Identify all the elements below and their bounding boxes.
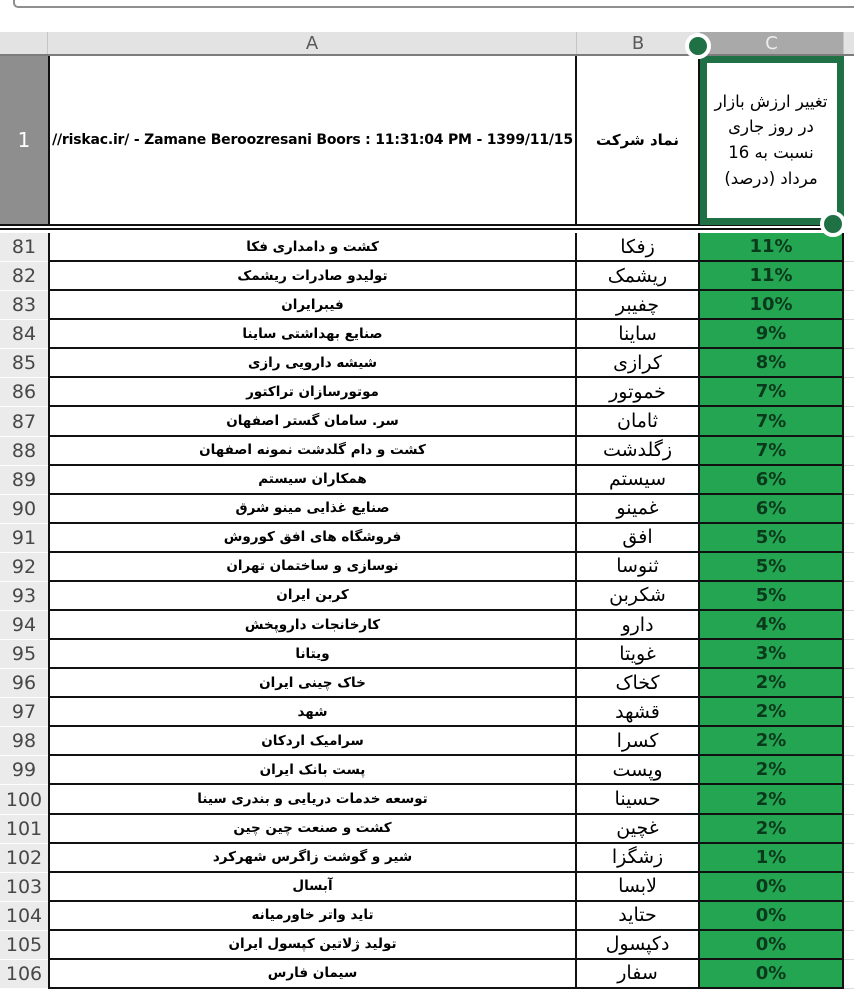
table-row <box>0 815 854 844</box>
change-percent-cell[interactable]: 0% <box>700 873 844 902</box>
change-percent-cell[interactable]: 3% <box>700 640 844 669</box>
change-percent-cell[interactable]: 2% <box>700 815 844 844</box>
change-percent-cell[interactable]: 0% <box>700 960 844 989</box>
row-number[interactable]: 85 <box>0 349 48 378</box>
change-percent-cell[interactable]: 2% <box>700 756 844 785</box>
row-number[interactable]: 88 <box>0 437 48 466</box>
company-name-cell[interactable]: ویتانا <box>48 640 577 669</box>
next-column-sliver <box>844 407 854 436</box>
company-name-cell[interactable]: تولید ژلاتین کپسول ایران <box>48 931 577 960</box>
company-name-cell[interactable]: خاک چینی ایران <box>48 669 577 698</box>
symbol-cell[interactable]: کرازی <box>577 349 700 378</box>
change-percent-cell[interactable]: 11% <box>700 233 844 262</box>
table-row <box>0 495 854 524</box>
next-column-sliver <box>844 785 854 814</box>
row-number[interactable]: 98 <box>0 727 48 756</box>
column-header-c-selected[interactable]: C <box>700 32 844 54</box>
table-row <box>0 524 854 553</box>
company-name-cell[interactable]: شهد <box>48 698 577 727</box>
next-column-sliver <box>844 815 854 844</box>
next-column-sliver <box>844 844 854 873</box>
next-column-sliver <box>844 669 854 698</box>
company-name-cell[interactable]: پست بانک ایران <box>48 756 577 785</box>
column-header-row <box>0 32 854 56</box>
table-row <box>0 873 854 902</box>
row-number[interactable]: 100 <box>0 785 48 814</box>
table-row <box>0 320 854 349</box>
row-number[interactable]: 93 <box>0 582 48 611</box>
table-row <box>0 378 854 407</box>
symbol-column-title-cell[interactable]: نماد شرکت <box>577 56 700 224</box>
table-row <box>0 349 854 378</box>
source-info-cell[interactable]: //riskac.ir/ - Zamane Beroozresani Boors : 11:31:04 PM - 1399/11/15 <box>48 56 577 224</box>
next-column-sliver <box>844 902 854 931</box>
table-row <box>0 233 854 262</box>
select-all-corner[interactable] <box>0 32 48 54</box>
next-column-sliver <box>844 291 854 320</box>
company-name-cell[interactable]: کشت و صنعت چین چین <box>48 815 577 844</box>
symbol-cell[interactable]: سیستم <box>577 466 700 495</box>
change-percent-cell[interactable]: 0% <box>700 931 844 960</box>
table-row <box>0 262 854 291</box>
row-number[interactable]: 106 <box>0 960 48 989</box>
table-row <box>0 466 854 495</box>
column-header-a[interactable]: A <box>48 32 577 54</box>
change-percent-cell[interactable]: 8% <box>700 349 844 378</box>
row-number[interactable]: 92 <box>0 553 48 582</box>
formula-bar[interactable] <box>13 0 854 8</box>
row-number[interactable]: 101 <box>0 815 48 844</box>
next-column-sliver <box>844 931 854 960</box>
row-number[interactable]: 99 <box>0 756 48 785</box>
table-row <box>0 640 854 669</box>
row-number[interactable]: 96 <box>0 669 48 698</box>
cell-selection-border[interactable] <box>700 56 844 225</box>
symbol-cell[interactable]: ریشمک <box>577 262 700 291</box>
row-number[interactable]: 105 <box>0 931 48 960</box>
next-column-sliver <box>844 698 854 727</box>
row-number[interactable]: 97 <box>0 698 48 727</box>
change-percent-cell[interactable]: 7% <box>700 407 844 436</box>
symbol-cell[interactable]: وپست <box>577 756 700 785</box>
company-name-cell[interactable]: موتورسازان تراکتور <box>48 378 577 407</box>
change-percent-cell[interactable]: 7% <box>700 437 844 466</box>
table-row <box>0 902 854 931</box>
change-percent-cell[interactable]: 2% <box>700 669 844 698</box>
row-number[interactable]: 82 <box>0 262 48 291</box>
symbol-cell[interactable]: قشهد <box>577 698 700 727</box>
symbol-cell[interactable]: غمینو <box>577 495 700 524</box>
data-rows <box>0 233 854 989</box>
table-row <box>0 785 854 814</box>
next-column-sliver <box>844 611 854 640</box>
change-percent-cell[interactable]: 5% <box>700 553 844 582</box>
company-name-cell[interactable]: سر. سامان گستر اصفهان <box>48 407 577 436</box>
table-row <box>0 611 854 640</box>
symbol-cell[interactable]: سفار <box>577 960 700 989</box>
next-column-sliver <box>844 960 854 989</box>
company-name-cell[interactable]: توسعه خدمات دریایی و بندری سینا <box>48 785 577 814</box>
hidden-rows-double-line <box>0 224 844 233</box>
next-column-sliver <box>844 524 854 553</box>
table-row <box>0 844 854 873</box>
table-row <box>0 698 854 727</box>
table-row <box>0 291 854 320</box>
symbol-cell[interactable]: زشگزا <box>577 844 700 873</box>
next-column-sliver <box>844 873 854 902</box>
row-number[interactable]: 81 <box>0 233 48 262</box>
row-number[interactable]: 94 <box>0 611 48 640</box>
symbol-cell[interactable]: غچین <box>577 815 700 844</box>
change-percent-cell[interactable]: 0% <box>700 902 844 931</box>
table-row <box>0 407 854 436</box>
next-column-sliver <box>844 233 854 262</box>
row-number[interactable]: 86 <box>0 378 48 407</box>
row-number[interactable]: 104 <box>0 902 48 931</box>
symbol-cell[interactable]: ساینا <box>577 320 700 349</box>
symbol-cell[interactable]: دارو <box>577 611 700 640</box>
symbol-cell[interactable]: لابسا <box>577 873 700 902</box>
column-header-b[interactable]: B <box>577 32 700 54</box>
next-column-sliver <box>844 56 854 224</box>
next-column-sliver <box>844 437 854 466</box>
table-row <box>0 756 854 785</box>
change-percent-cell[interactable]: 11% <box>700 262 844 291</box>
table-row <box>0 727 854 756</box>
change-percent-cell[interactable]: 7% <box>700 378 844 407</box>
table-row <box>0 437 854 466</box>
change-percent-cell[interactable]: 2% <box>700 785 844 814</box>
company-name-cell[interactable]: تولیدو صادرات ریشمک <box>48 262 577 291</box>
next-column-sliver <box>844 495 854 524</box>
company-name-cell[interactable]: صنایع بهداشتی ساینا <box>48 320 577 349</box>
row-number[interactable]: 89 <box>0 466 48 495</box>
symbol-cell[interactable]: ثامان <box>577 407 700 436</box>
change-percent-cell[interactable]: 6% <box>700 495 844 524</box>
row-number[interactable]: 87 <box>0 407 48 436</box>
change-percent-cell[interactable]: 10% <box>700 291 844 320</box>
next-column-sliver <box>844 262 854 291</box>
table-row <box>0 669 854 698</box>
symbol-cell[interactable]: حتاید <box>577 902 700 931</box>
row-header-1-selected[interactable]: 1 <box>0 56 48 224</box>
change-percent-cell[interactable]: 5% <box>700 524 844 553</box>
company-name-cell[interactable]: آبسال <box>48 873 577 902</box>
change-percent-cell[interactable]: 5% <box>700 582 844 611</box>
company-name-cell[interactable]: فیبرایران <box>48 291 577 320</box>
table-row <box>0 960 854 989</box>
next-column-sliver <box>844 582 854 611</box>
company-name-cell[interactable]: کشت و دام گلدشت نمونه اصفهان <box>48 437 577 466</box>
symbol-cell[interactable]: دکپسول <box>577 931 700 960</box>
row-number[interactable]: 95 <box>0 640 48 669</box>
next-column-sliver <box>844 727 854 756</box>
hidden-rows-divider <box>0 224 854 233</box>
change-percent-cell[interactable]: 2% <box>700 727 844 756</box>
selection-handle-bottom-right[interactable] <box>820 211 846 237</box>
symbol-cell[interactable]: کسرا <box>577 727 700 756</box>
row-number[interactable]: 83 <box>0 291 48 320</box>
symbol-cell[interactable]: زگلدشت <box>577 437 700 466</box>
next-column-sliver <box>844 378 854 407</box>
company-name-cell[interactable]: شیر و گوشت زاگرس شهرکرد <box>48 844 577 873</box>
row-number[interactable]: 103 <box>0 873 48 902</box>
symbol-cell[interactable]: افق <box>577 524 700 553</box>
symbol-cell[interactable]: شکربن <box>577 582 700 611</box>
symbol-cell[interactable]: چفیبر <box>577 291 700 320</box>
symbol-cell[interactable]: زفکا <box>577 233 700 262</box>
change-percent-cell[interactable]: 2% <box>700 698 844 727</box>
symbol-cell[interactable]: غویتا <box>577 640 700 669</box>
row-number[interactable]: 84 <box>0 320 48 349</box>
change-column-title-cell[interactable]: تغییر ارزش بازار در روز جاری نسبت به 16 مرداد (درصد) <box>700 56 844 224</box>
change-percent-cell[interactable]: 9% <box>700 320 844 349</box>
company-name-cell[interactable]: سرامیک اردکان <box>48 727 577 756</box>
next-column-sliver <box>844 320 854 349</box>
row-number[interactable]: 102 <box>0 844 48 873</box>
change-percent-cell[interactable]: 6% <box>700 466 844 495</box>
row-number[interactable]: 90 <box>0 495 48 524</box>
selection-handle-top-left[interactable] <box>685 33 711 59</box>
column-header-d-sliver[interactable] <box>844 32 854 54</box>
table-row <box>0 931 854 960</box>
table-row <box>0 582 854 611</box>
company-name-cell[interactable]: کربن ایران <box>48 582 577 611</box>
table-row <box>0 553 854 582</box>
symbol-cell[interactable]: حسینا <box>577 785 700 814</box>
next-column-sliver <box>844 553 854 582</box>
company-name-cell[interactable]: فروشگاه های افق کوروش <box>48 524 577 553</box>
symbol-cell[interactable]: خموتور <box>577 378 700 407</box>
company-name-cell[interactable]: صنایع غذایی مینو شرق <box>48 495 577 524</box>
company-name-cell[interactable]: سیمان فارس <box>48 960 577 989</box>
change-percent-cell[interactable]: 4% <box>700 611 844 640</box>
symbol-cell[interactable]: ثنوسا <box>577 553 700 582</box>
company-name-cell[interactable]: کارخانجات داروپخش <box>48 611 577 640</box>
next-column-sliver <box>844 349 854 378</box>
next-column-sliver <box>844 466 854 495</box>
change-percent-cell[interactable]: 1% <box>700 844 844 873</box>
row-number[interactable]: 91 <box>0 524 48 553</box>
next-column-sliver <box>844 756 854 785</box>
company-name-cell[interactable]: تاید واتر خاورمیانه <box>48 902 577 931</box>
company-name-cell[interactable]: نوسازی و ساختمان تهران <box>48 553 577 582</box>
company-name-cell[interactable]: همکاران سیستم <box>48 466 577 495</box>
company-name-cell[interactable]: کشت و دامداری فکا <box>48 233 577 262</box>
next-column-sliver <box>844 640 854 669</box>
symbol-cell[interactable]: کخاک <box>577 669 700 698</box>
company-name-cell[interactable]: شیشه دارویی رازی <box>48 349 577 378</box>
